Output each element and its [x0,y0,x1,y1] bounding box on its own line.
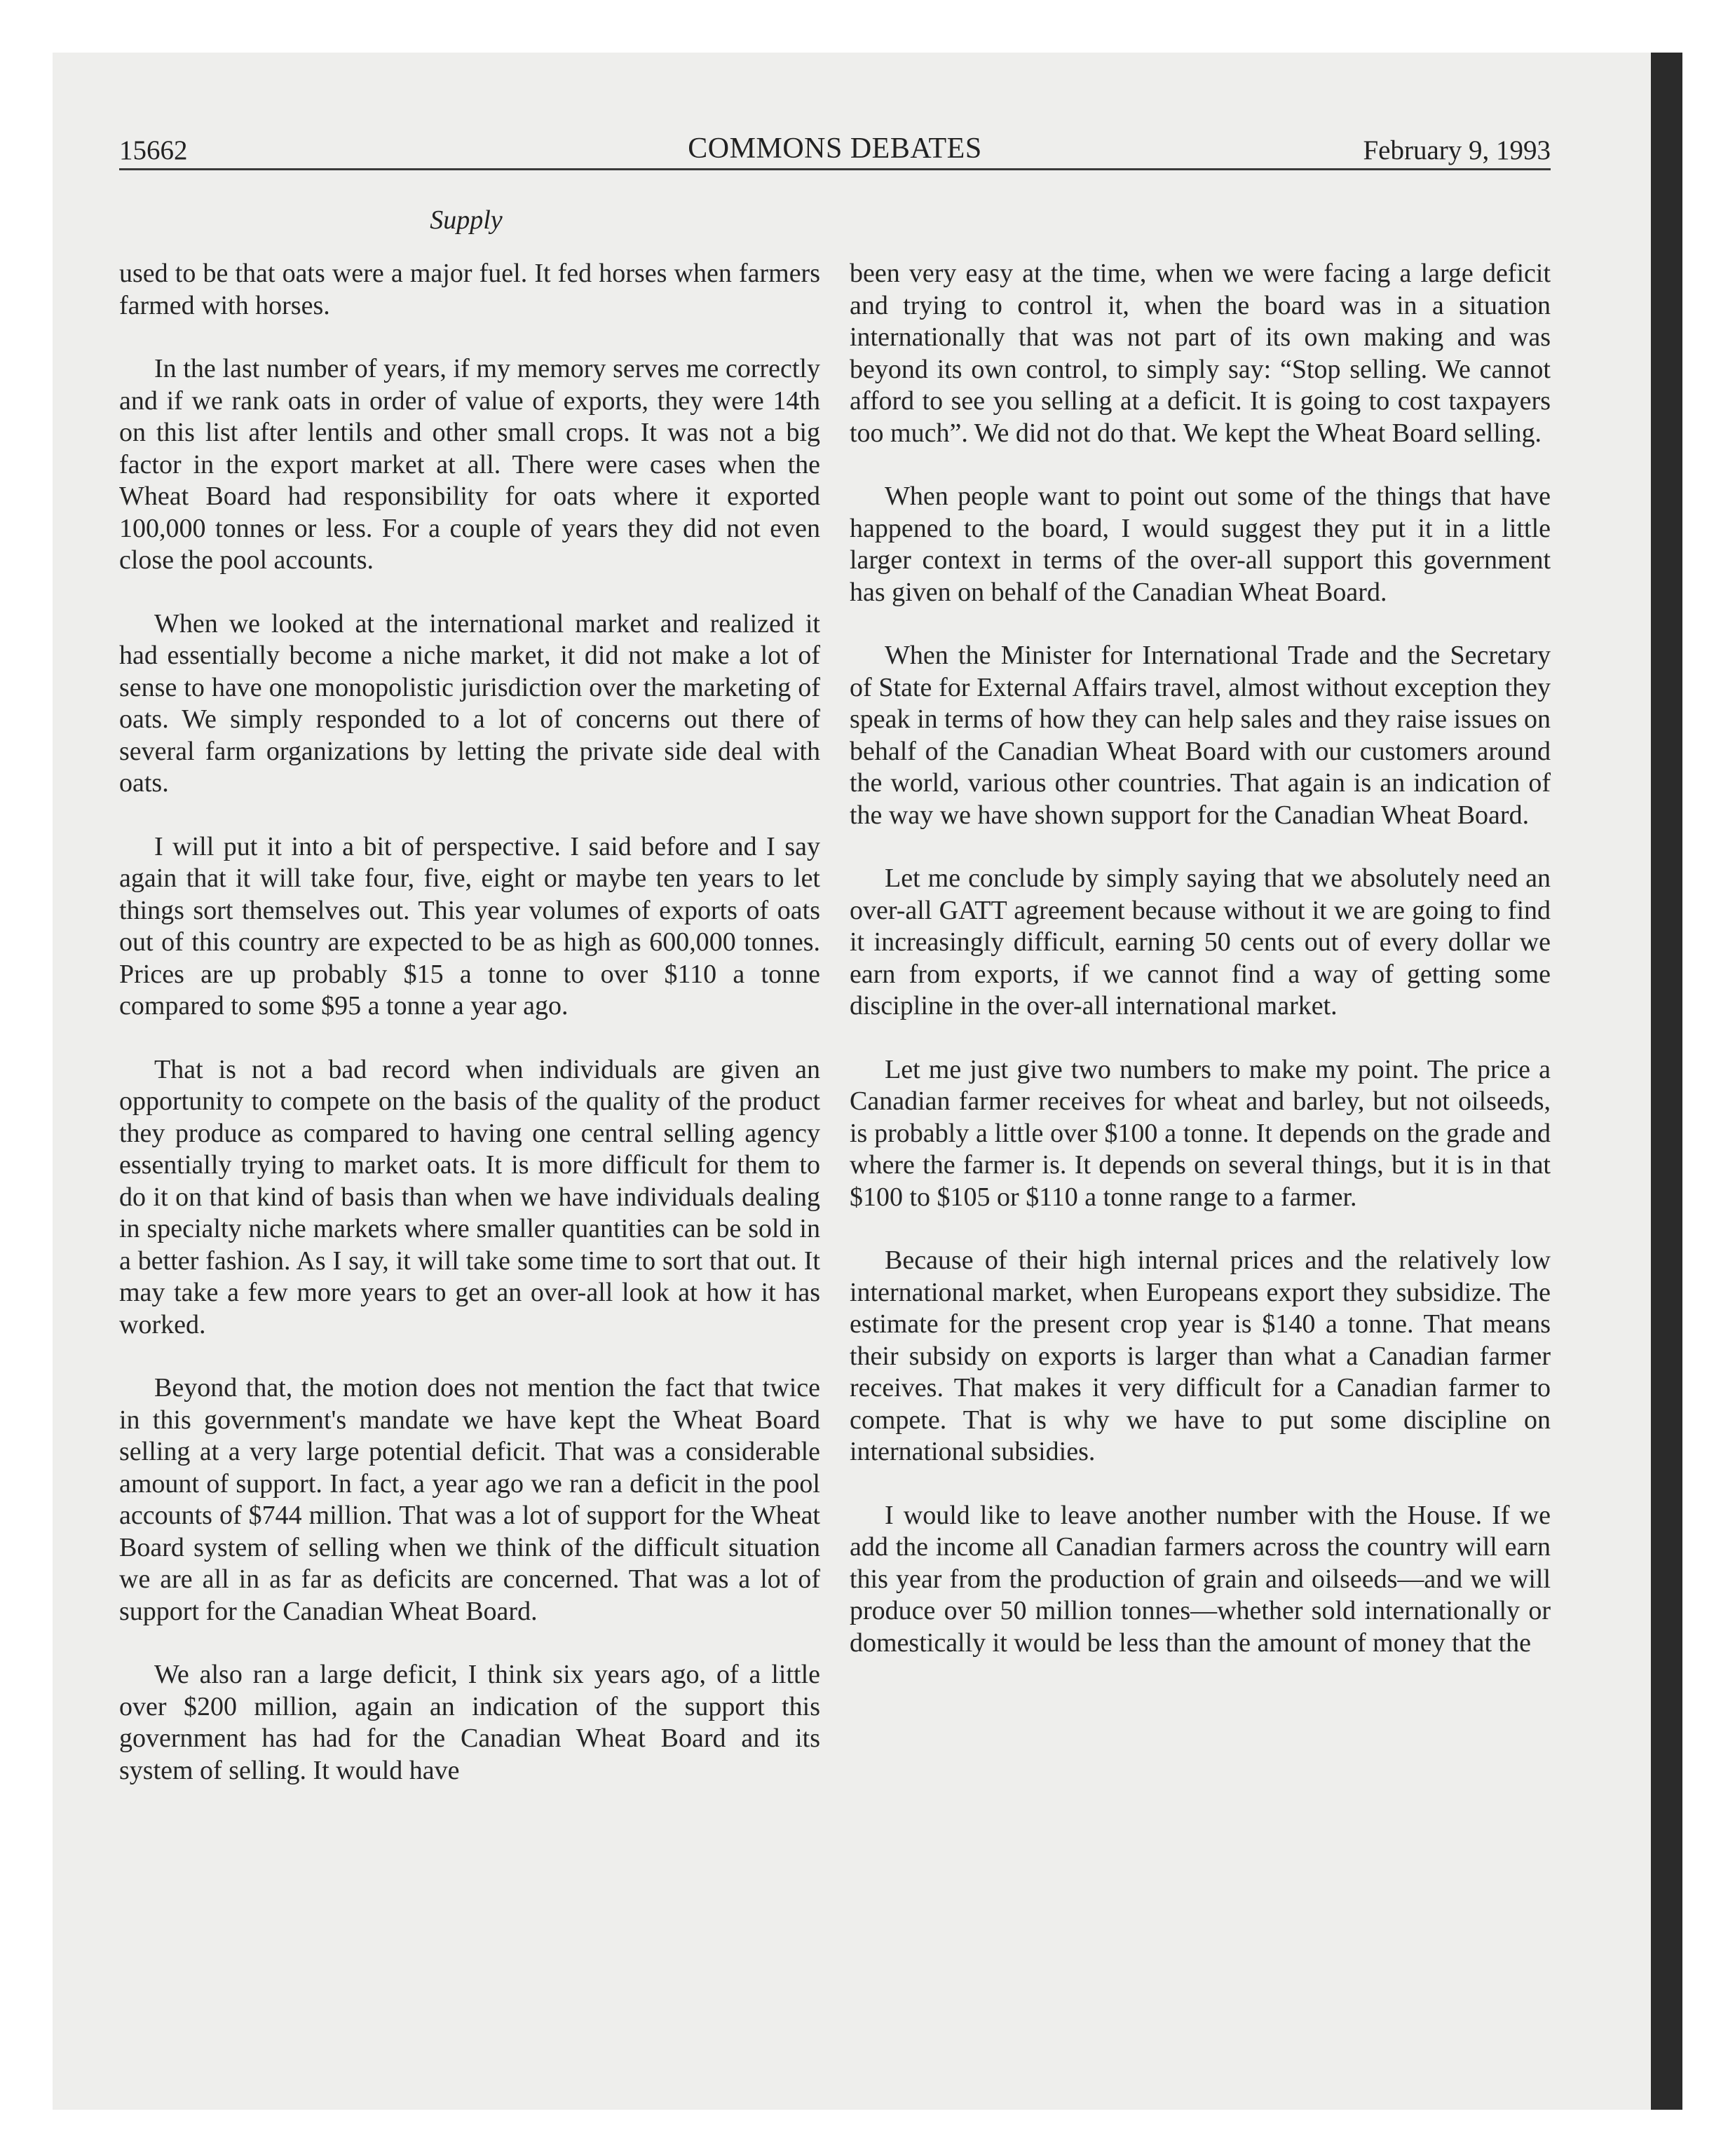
paragraph: We also ran a large deficit, I think six years ago, of a little over $200 million, again an indication of the support this government has had for the Canadian Wheat Board and its system of selling. It would have [119,1660,820,1785]
paragraph: That is not a bad record when individuals are given an opportunity to compete on the basis of the quality of the product they produce as compared to having one central selling agency essentially trying to market oats. It is more difficult for them to do it on that kind of basis than when we have individuals dealing in specialty niche markets where smaller quantities can be sold in a better fashion. As I say, it will take some time to sort that out. It may take a few more years to get an over-all look at how it has worked. [119,1054,820,1339]
paragraph: used to be that oats were a major fuel. It fed horses when farmers farmed with horses. [119,259,820,320]
paragraph: Let me just give two numbers to make my point. The price a Canadian farmer receives for wheat and barley, but not oilseeds, is probably a little over $100 a tonne. It depends on the grade and where the farmer is. It depends on several things, but it is in that $100 to $105 or $110 a tonne range to a farmer. [850,1054,1551,1212]
left-column [119,258,820,1818]
page-number: 15662 [119,135,188,165]
paragraph: In the last number of years, if my memory serves me correctly and if we rank oats in order of value of exports, they were 14th on this list after lentils and other small crops. It was not a big factor in the export market at all. There were cases when the Wheat Board had responsibility for oats where it exported 100,000 tonnes or less. For a couple of years they did not even close the pool accounts. [119,354,820,575]
paragraph: Beyond that, the motion does not mention the fact that twice in this government's mandate we have kept the Wheat Board selling at a very large potential deficit. That was a considerable amount of support. In fact, a year ago we ran a deficit in the pool accounts of $744 million. That was a lot of support for the Wheat Board system of selling when we think of the difficult situation we are all in as far as deficits are concerned. That was a lot of support for the Canadian Wheat Board. [119,1373,820,1626]
paragraph: Because of their high internal prices and the relatively low international market, when Europeans export they subsidize. The estimate for the present crop year is $140 a tonne. That means their subsidy on exports is larger than what a Canadian farmer receives. That makes it very difficult for a Canadian farmer to compete. That is why we have to put some discipline on international subsidies. [850,1246,1551,1466]
running-head [119,132,1551,170]
paragraph: Let me conclude by simply saying that we absolutely need an over-all GATT agreement because without it we are going to find it increasingly difficult, earning 50 cents out of every dollar we earn from exports, if we cannot find a way of getting some discipline in the over-all international market. [850,864,1551,1021]
paragraph: When we looked at the international market and realized it had essentially become a niche market, it did not make a lot of sense to have one monopolistic jurisdiction over the marketing of oats. We simply responded to a lot of concerns out there of several farm organizations by letting the private side deal with oats. [119,608,820,798]
section-label: Supply [430,205,503,235]
scan-border-shadow [1651,53,1682,2110]
paragraph: I will put it into a bit of perspective. I said before and I say again that it will take four, five, eight or maybe ten years to let things sort themselves out. This year volumes of exports of oats out of this country are expected to be as high as 600,000 tonnes. Prices are up probably $15 a tonne to over $110 a tonne compared to some $95 a tonne a year ago. [119,831,820,1021]
page-date: February 9, 1993 [1363,135,1551,165]
paragraph: When the Minister for International Trade and the Secretary of State for External Affairs travel, almost without exception they speak in terms of how they can help sales and they raise issues on behalf of the Canadian Wheat Board with our customers around the world, various other countries. That again is an indication of the way we have shown support for the Canadian Wheat Board. [850,641,1551,830]
paragraph: been very easy at the time, when we were facing a large deficit and trying to control it, when the board was in a situation internationally that was not part of its own making and was beyond its own control, to simply say: “Stop selling. We cannot afford to see you selling at a deficit. It is going to cost taxpayers too much”. We did not do that. We kept the Wheat Board selling. [850,259,1551,448]
paragraph: When people want to point out some of the things that have happened to the board, I would suggest they put it in a little larger context in terms of the over-all support this government has given on behalf of the Canadian Wheat Board. [850,482,1551,607]
journal-title: COMMONS DEBATES [688,132,982,165]
right-column [850,258,1551,1691]
paragraph: I would like to leave another number with the House. If we add the income all Canadian farmers across the country will earn this year from the production of grain and oilseeds—and we will produce over 50 million tonnes—whether sold internationally or domestically it would be less than the amount of money that the [850,1500,1551,1658]
